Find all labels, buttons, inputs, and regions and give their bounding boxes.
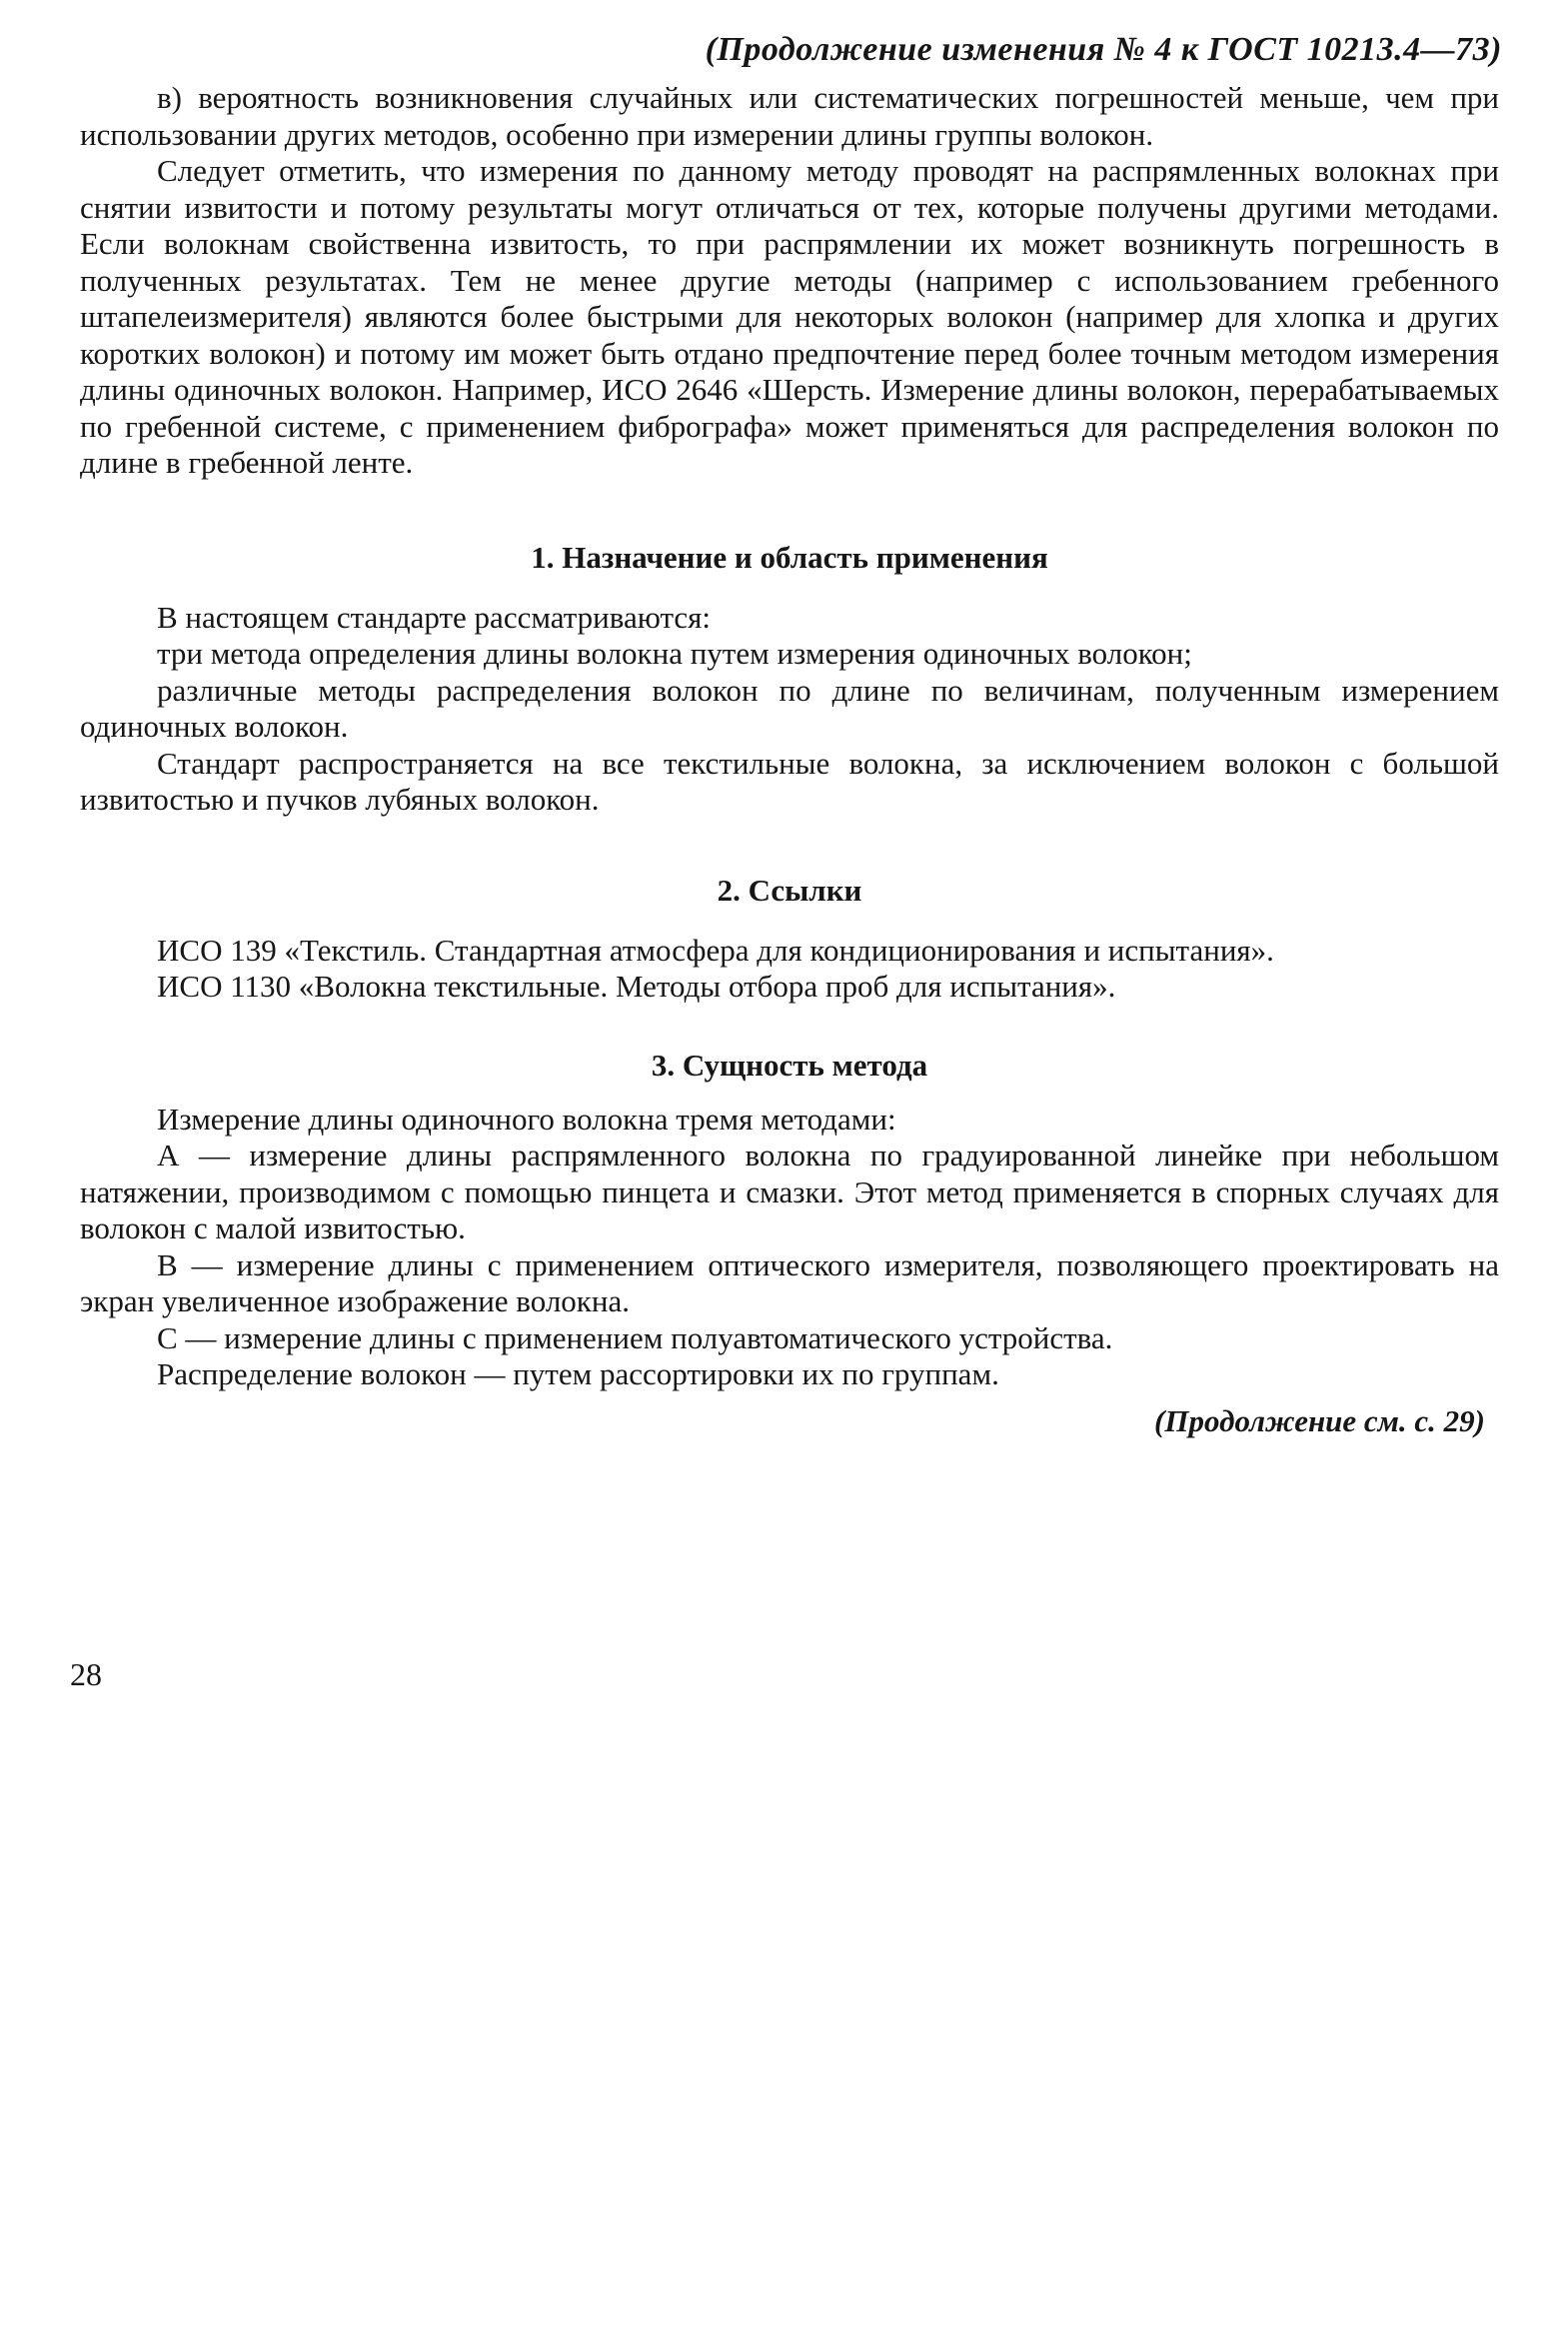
section-3-method-a: А — измерение длины распрямленного волокна по градуированной линейке при небольшом натяжении, производимом с помощью пинцета и смазки. Этот метод применяется в спорных случаях для волокон с малой извитостью. xyxy=(80,1138,1499,1245)
section-2-reference: ИСО 139 «Текстиль. Стандартная атмосфера для кондиционирования и испытания». xyxy=(157,932,1274,968)
intro-item-v: в) вероятность возникновения случайных или систематических погрешностей меньше, чем при использовании других методов, особенно при измерении длины группы волокон. xyxy=(80,80,1499,152)
section-1-title: 1. Назначение и область применения xyxy=(531,539,1048,575)
section-3-method-c: С — измерение длины с применением полуавтоматического устройства. xyxy=(157,1319,1113,1355)
section-1-paragraph: различные методы распределения волокон по длине по величинам, полученным измерением одиночных волокон. xyxy=(80,672,1499,744)
section-1-paragraph: три метода определения длины волокна путем измерения одиночных волокон; xyxy=(157,636,1192,671)
section-3-distribution: Распределение волокон — путем рассортировки их по группам. xyxy=(157,1356,999,1391)
section-3-title: 3. Сущность метода xyxy=(651,1047,928,1083)
running-header: (Продолжение изменения № 4 к ГОСТ 10213.4—73) xyxy=(705,31,1502,68)
page-number: 28 xyxy=(70,1656,102,1692)
section-3-paragraph: Измерение длины одиночного волокна тремя методами: xyxy=(157,1101,896,1137)
section-1-paragraph: Стандарт распространяется на все текстильные волокна, за исключением волокон с большой извитостью и пучков лубяных волокон. xyxy=(80,745,1499,817)
section-2-title: 2. Ссылки xyxy=(717,872,862,908)
intro-note: Следует отметить, что измерения по данному методу проводят на распрямленных волокнах при снятии извитости и потому результаты могут отличаться от тех, которые получены другими методами. Если волокнам свойственна извитость, то при распрямлении их может возникнуть погрешность в полученных результатах. Тем не менее другие методы (например с использованием гребенного штапелеизмерителя) являются более быстрыми для некоторых волокон (например для хлопка и других коротких волокон) и потому им может быть отдано предпочтение перед более точным методом измерения длины одиночных волокон. Например, ИСО 2646 «Шерсть. Измерение длины волокон, перерабатываемых по гребенной системе, с применением фибрографа» может применяться для распределения волокон по длине в гребенной ленте. xyxy=(80,153,1499,480)
section-2-reference: ИСО 1130 «Волокна текстильные. Методы отбора проб для испытания». xyxy=(157,969,1116,1004)
section-3-method-b: В — измерение длины с применением оптического измерителя, позволяющего проектировать на экран увеличенное изображение волокна. xyxy=(80,1246,1499,1318)
continued-note: (Продолжение см. с. 29) xyxy=(1154,1402,1485,1438)
section-1-paragraph: В настоящем стандарте рассматриваются: xyxy=(157,599,712,635)
document-body xyxy=(80,80,1499,1441)
